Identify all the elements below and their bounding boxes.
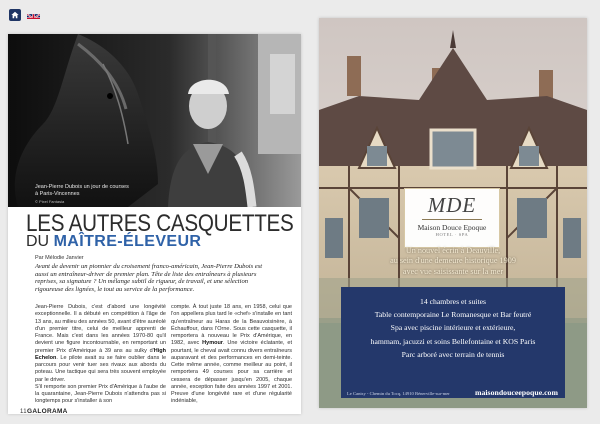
feature-restaurant: Table contemporaine Le Romanesque et Bar feutré [374, 310, 532, 320]
left-page[interactable] [8, 34, 301, 414]
ad-website-link[interactable]: maisondouceepoque.com [475, 388, 558, 397]
photo-credit: © Pixel Fantasia [35, 199, 65, 204]
col2-text-a: compte. À tout juste 18 ans, en 1958, celui que l'on appellera plus tard le «chef» s'installe en tant qu'entraîneur au Haras de la Beauvoisinère, à Échauffour, dans l'Orne. Sous cette casquette, il remportera à nouveau le Prix d'Amérique, en 1982, avec [171, 304, 292, 347]
uk-flag-icon [27, 14, 40, 19]
ad-tagline [327, 246, 579, 277]
home-icon [11, 11, 19, 19]
logo-divider [422, 219, 482, 220]
right-page-advertisement[interactable] [319, 18, 587, 408]
col2-text-b: . Une victoire éclatante, et pourtant, le cheval avait connu divers entraîneurs auparavant et des performances en demi-teinte. Cette même année, comme meilleur au point, il remportera 49 courses pour sa carrière et cessera de dépasser jusqu'en 2005, chaque année, exception faite des années 1997 et 2001. Preuve d'une longévité rare et d'une régularité indéniable, [171, 340, 292, 405]
byline: Par Mélodie Janvier [35, 255, 84, 261]
magazine-name: GALORAMA [27, 408, 68, 415]
article-column-1 [35, 304, 166, 406]
tagline-line-2: au sein d'une demeure historique 1909 [390, 256, 516, 266]
horse-name-high-echelon: High Echelon [35, 347, 166, 361]
home-button[interactable] [9, 9, 21, 21]
headline-line1: LES AUTRES CASQUETTES [26, 210, 294, 237]
feature-park: Parc arboré avec terrain de tennis [401, 349, 505, 359]
feature-rooms: 14 chambres et suites [420, 297, 486, 306]
photo-caption-text: Jean-Pierre Dubois un jour de courses à Paris-Vincennes [35, 184, 129, 197]
col1-text-c: S'il remporte son premier Prix d'Amérique à l'aube de la quarantaine, Jean-Pierre Dubois n'attendra pas si longtemps pour s'installer à son [35, 383, 166, 405]
logo-hotel-name: Maison Douce Epoque [417, 223, 487, 232]
col1-text-b: . Le pilote avait su se faire oublier dans le parcours pour venir tuer ses rivaux aux abords du poteau. Une tactique qui sera très souvent employée par le driver. [35, 354, 166, 383]
headline-emphasis: MAÎTRE-ÉLEVEUR [53, 233, 202, 250]
col1-text-a: Jean-Pierre Dubois, c'est d'abord une longévité exceptionnelle. Il a débuté en compétition à l'âge de 13 ans, au milieu des années 50, avant d'être auréolé d'un premier titre, celui de meilleur apprenti de France. Mais c'est dans les années 1970-80 qu'il devient une figure incontournable, en remportant un premier Prix d'Amérique à 39 ans au sulky d' [35, 304, 166, 354]
ad-features-panel [341, 287, 565, 398]
lead-paragraph: Avant de devenir un pionnier du croisement franco-américain, Jean-Pierre Dubois est aussi un entraîneur-driver de premier plan. Tête de liste des entraîneurs à plusieurs reprises, sa signature ? Un mélange subtil de rigueur, de travail, et une sélection rigoureuse des lignées, le tout au service de la performance. [35, 263, 263, 293]
headline-du: DU [26, 233, 50, 250]
photo-caption [35, 184, 130, 197]
hotel-logo [404, 188, 500, 248]
tagline-line-3: avec vue saisissante sur la mer [402, 266, 504, 276]
horse-name-hymour: Hymour [202, 340, 223, 347]
ad-address: Le Canisy - Chemin du Tocq, 14910 Bénerville-sur-mer [347, 391, 450, 396]
page-number: 11 [20, 409, 27, 415]
article-column-2 [171, 304, 292, 406]
headline-line2 [26, 233, 201, 251]
language-flag-button[interactable] [27, 10, 40, 19]
feature-spa: Spa avec piscine intérieure et extérieure, [390, 323, 516, 333]
logo-monogram: MDE [427, 193, 477, 217]
feature-spa-details: hammam, jacuzzi et soins Bellefontaine et KOS Paris [370, 336, 536, 346]
tagline-line-1: Un nouvel écrin à Deauville, [405, 246, 501, 255]
logo-subtitle: HOTEL · SPA [435, 232, 469, 237]
article-photo [8, 34, 301, 207]
